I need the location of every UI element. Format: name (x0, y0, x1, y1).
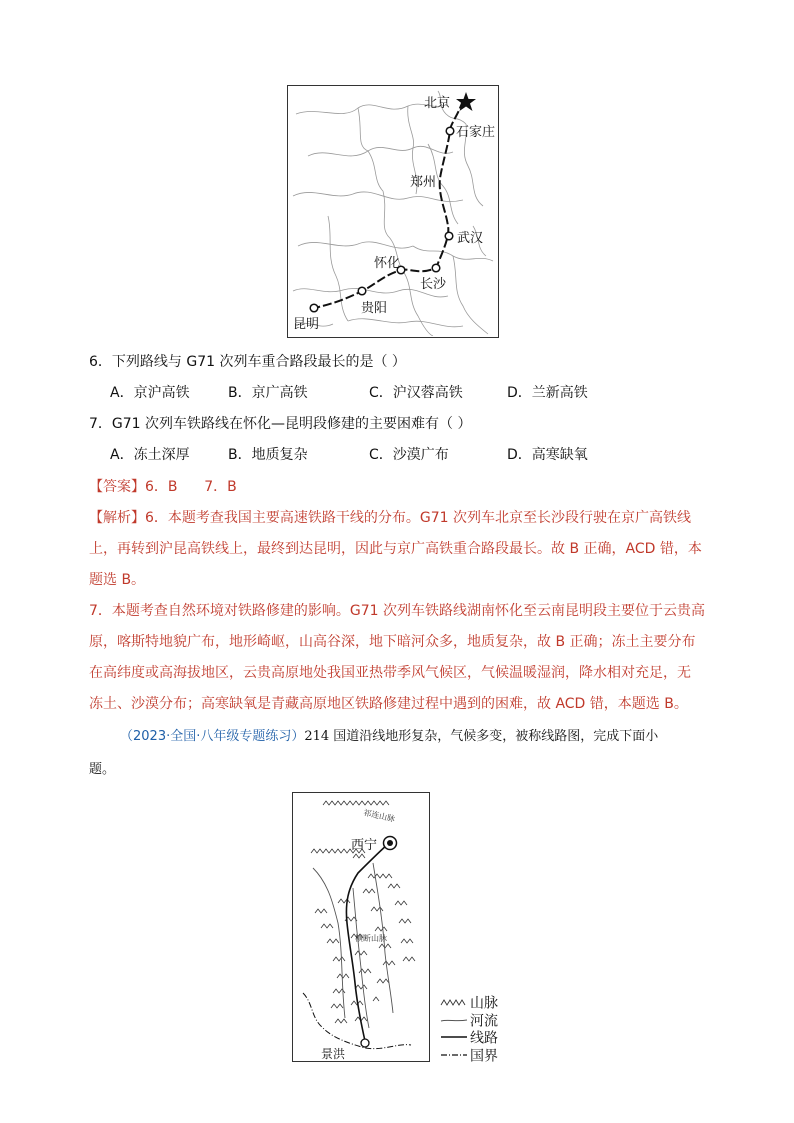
legend-label-mountain: 山脉 (470, 995, 498, 1012)
legend-label-border: 国界 (470, 1048, 498, 1064)
label-guiyang: 贵阳 (361, 301, 388, 316)
q6-option-c: C．沪汉蓉高铁 (369, 385, 463, 401)
legend-label-route: 线路 (470, 1030, 498, 1047)
label-wuhan: 武汉 (457, 231, 484, 246)
label-hengduan: 横断山脉 (355, 934, 387, 943)
label-zhengzhou: 郑州 (410, 175, 437, 190)
railway-route-map (287, 85, 499, 338)
q7-option-c: C．沙漠广布 (369, 447, 449, 463)
border-legend-icon (440, 1050, 468, 1060)
label-xining: 西宁 (351, 838, 378, 853)
analysis-text-1: 6．本题考查我国主要高速铁路干线的分布。G71 次列车北京至长沙段行驶在京广高铁线 (145, 510, 692, 526)
question-7-stem: 7．G71 次列车铁路线在怀化—昆明段修建的主要困难有（ ） (89, 416, 472, 432)
q7-option-a: A．冻土深厚 (110, 447, 190, 463)
q6-option-a: A．京沪高铁 (110, 385, 190, 401)
answer-text: 6．B 7．B (145, 479, 237, 495)
q7-option-b: B．地质复杂 (228, 447, 308, 463)
route-214-map (292, 792, 430, 1062)
legend-border (440, 1048, 498, 1066)
question-source: （2023·全国·八年级专题练习） (120, 729, 305, 744)
analysis-line-2: 上，再转到沪昆高铁线上，最终到达昆明，因此与京广高铁重合路段最长。故 B 正确，ACD 错，本 (89, 541, 702, 557)
label-kunming: 昆明 (293, 317, 320, 332)
label-huaihua: 怀化 (374, 256, 401, 271)
station-guiyang (358, 287, 366, 295)
label-jinghong: 景洪 (321, 1047, 346, 1060)
route-214-map-graphic (293, 793, 428, 1060)
question-intro-end: 题。 (89, 762, 116, 777)
question-intro-text: 214 国道沿线地形复杂，气候多变，被称线路图，完成下面小 (304, 729, 659, 744)
railway-map-graphic (288, 86, 497, 336)
station-changsha (432, 264, 440, 272)
jinghong-marker (361, 1039, 369, 1047)
question-intro (120, 727, 658, 747)
answer-label: 【答案】 (89, 479, 145, 495)
label-shijiazhuang: 石家庄 (456, 125, 496, 140)
station-kunming (310, 304, 318, 312)
question-6-stem: 6．下列路线与 G71 次列车重合路段最长的是（ ） (89, 354, 406, 370)
label-changsha: 长沙 (420, 277, 447, 292)
map-legend (440, 995, 498, 1065)
label-qilian: 祁连山脉 (362, 808, 396, 824)
analysis-label: 【解析】 (89, 510, 145, 526)
xining-dot (387, 840, 393, 846)
station-wuhan (445, 232, 453, 240)
legend-river (440, 1013, 498, 1031)
q7-option-d: D．高寒缺氧 (507, 447, 588, 463)
legend-label-river: 河流 (470, 1013, 498, 1029)
legend-route (440, 1030, 498, 1048)
river-legend-icon (440, 1015, 468, 1025)
analysis-line-5: 原，喀斯特地貌广布，地形崎岖，山高谷深，地下暗河众多，地质复杂，故 B 正确；冻土主要分布 (89, 634, 696, 650)
label-beijing: 北京 (424, 96, 451, 111)
analysis-line-3: 题选 B。 (89, 572, 146, 588)
legend-mountain (440, 995, 498, 1013)
route-legend-icon (440, 1032, 468, 1042)
analysis-line-7: 冻土、沙漠分布；高寒缺氧是青藏高原地区铁路修建过程中遇到的困难，故 ACD 错，本题选 B。 (89, 696, 688, 712)
analysis-line-4: 7．本题考查自然环境对铁路修建的影响。G71 次列车铁路线湖南怀化至云南昆明段主要位于云贵高 (89, 603, 706, 619)
mountain-legend-icon (440, 997, 468, 1007)
q6-option-b: B．京广高铁 (228, 385, 308, 401)
analysis-line-6: 在高纬度或高海拔地区，云贵高原地处我国亚热带季风气候区，气候温暖湿润，降水相对充足，无 (89, 665, 691, 681)
q6-option-d: D．兰新高铁 (507, 385, 588, 401)
answer-block (89, 477, 237, 497)
station-shijiazhuang (446, 127, 454, 135)
analysis-line-1 (89, 508, 691, 528)
